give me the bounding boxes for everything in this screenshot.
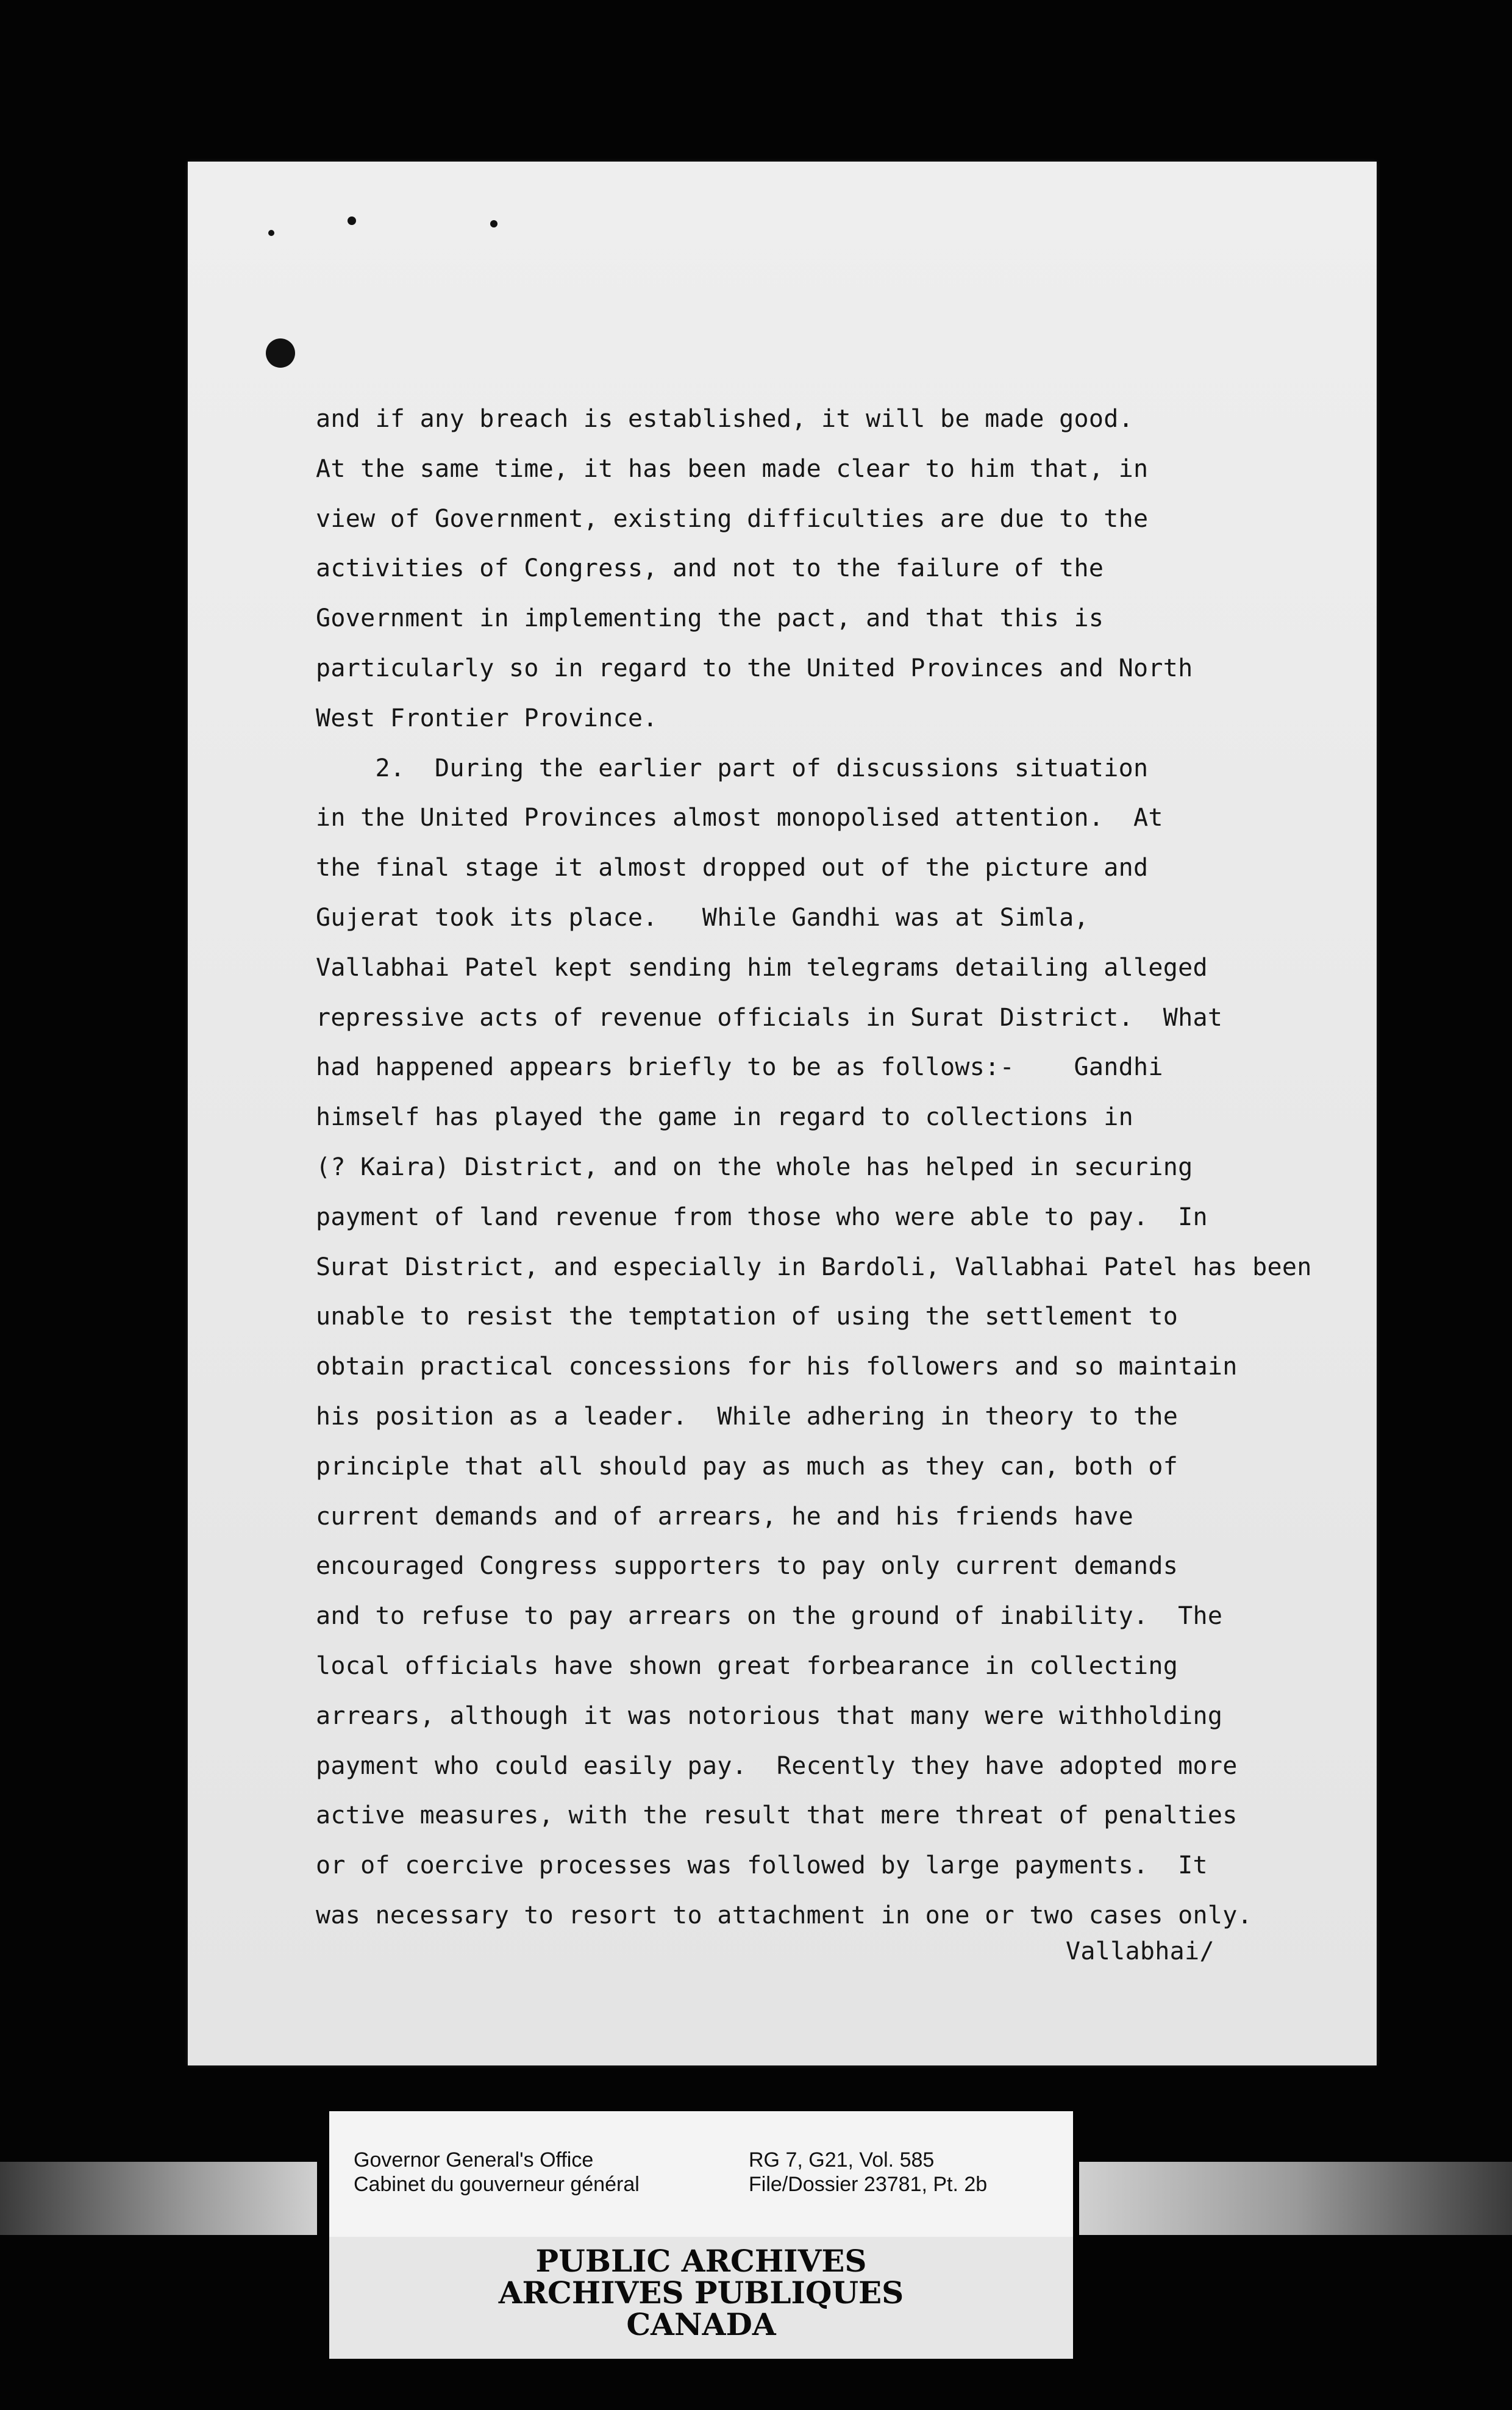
record-group-reference: RG 7, G21, Vol. 585 — [749, 2148, 935, 2172]
typed-line: 2. During the earlier part of discussions situation — [316, 754, 1149, 782]
typed-line: particularly so in regard to the United Provinces and North — [316, 654, 1193, 682]
typed-line: and if any breach is established, it will be made good. — [316, 405, 1134, 433]
typed-line: Gujerat took its place. While Gandhi was at Simla, — [316, 904, 1089, 932]
typed-line: or of coercive processes was followed by large payments. It — [316, 1851, 1208, 1879]
stamp-line-french: ARCHIVES PUBLIQUES — [498, 2275, 904, 2311]
film-strip-right — [1079, 2162, 1512, 2235]
typed-line: activities of Congress, and not to the failure of the — [316, 554, 1104, 582]
typed-line: the final stage it almost dropped out of the picture and — [316, 854, 1149, 882]
typed-line: himself has played the game in regard to collections in — [316, 1103, 1134, 1131]
typed-line: was necessary to resort to attachment in one or two cases only. — [316, 1901, 1253, 1929]
office-english: Governor General's Office — [354, 2148, 594, 2172]
punch-speck — [490, 220, 497, 227]
stamp-line-english: PUBLIC ARCHIVES — [535, 2243, 867, 2279]
typed-line: payment who could easily pay. Recently they have adopted more — [316, 1752, 1238, 1780]
film-strip-left — [0, 2162, 317, 2235]
typed-line: view of Government, existing difficulties are due to the — [316, 505, 1149, 533]
typed-line: principle that all should pay as much as they can, both of — [316, 1453, 1179, 1481]
typed-line: repressive acts of revenue officials in Surat District. What — [316, 1004, 1223, 1032]
typed-line: active measures, with the result that mere threat of penalties — [316, 1801, 1238, 1829]
typed-line: (? Kaira) District, and on the whole has helped in securing — [316, 1153, 1193, 1181]
typed-line: had happened appears briefly to be as follows:- Gandhi — [316, 1053, 1163, 1081]
typed-line: West Frontier Province. — [316, 704, 658, 732]
typed-line: payment of land revenue from those who were able to pay. In — [316, 1203, 1208, 1231]
punch-hole — [266, 338, 295, 368]
punch-speck — [348, 216, 356, 225]
typed-line: current demands and of arrears, he and his friends have — [316, 1503, 1134, 1531]
typed-line: local officials have shown great forbearance in collecting — [316, 1652, 1179, 1680]
typed-line: encouraged Congress supporters to pay only current demands — [316, 1552, 1179, 1580]
typed-line: obtain practical concessions for his followers and so maintain — [316, 1353, 1238, 1381]
punch-speck — [268, 230, 274, 236]
typed-line: in the United Provinces almost monopolised attention. At — [316, 804, 1163, 832]
typed-line: and to refuse to pay arrears on the ground of inability. The — [316, 1602, 1223, 1630]
typed-line: unable to resist the temptation of using the settlement to — [316, 1303, 1179, 1331]
file-reference: File/Dossier 23781, Pt. 2b — [749, 2173, 988, 2196]
typed-line: Surat District, and especially in Bardoli, Vallabhai Patel has been — [316, 1253, 1312, 1281]
office-french: Cabinet du gouverneur général — [354, 2173, 640, 2196]
archive-reference-label — [329, 2111, 1073, 2237]
archive-stamp — [329, 2237, 1073, 2359]
typed-line: Government in implementing the pact, and that this is — [316, 604, 1104, 632]
typed-line: his position as a leader. While adhering in theory to the — [316, 1403, 1179, 1431]
typed-line: Vallabhai Patel kept sending him telegrams detailing alleged — [316, 954, 1208, 982]
catchword: Vallabhai/ — [1066, 1937, 1214, 1965]
typed-page — [188, 162, 1377, 2065]
stamp-line-country: CANADA — [626, 2306, 776, 2342]
typed-line: At the same time, it has been made clear to him that, in — [316, 455, 1149, 483]
typed-line: arrears, although it was notorious that many were withholding — [316, 1702, 1223, 1730]
